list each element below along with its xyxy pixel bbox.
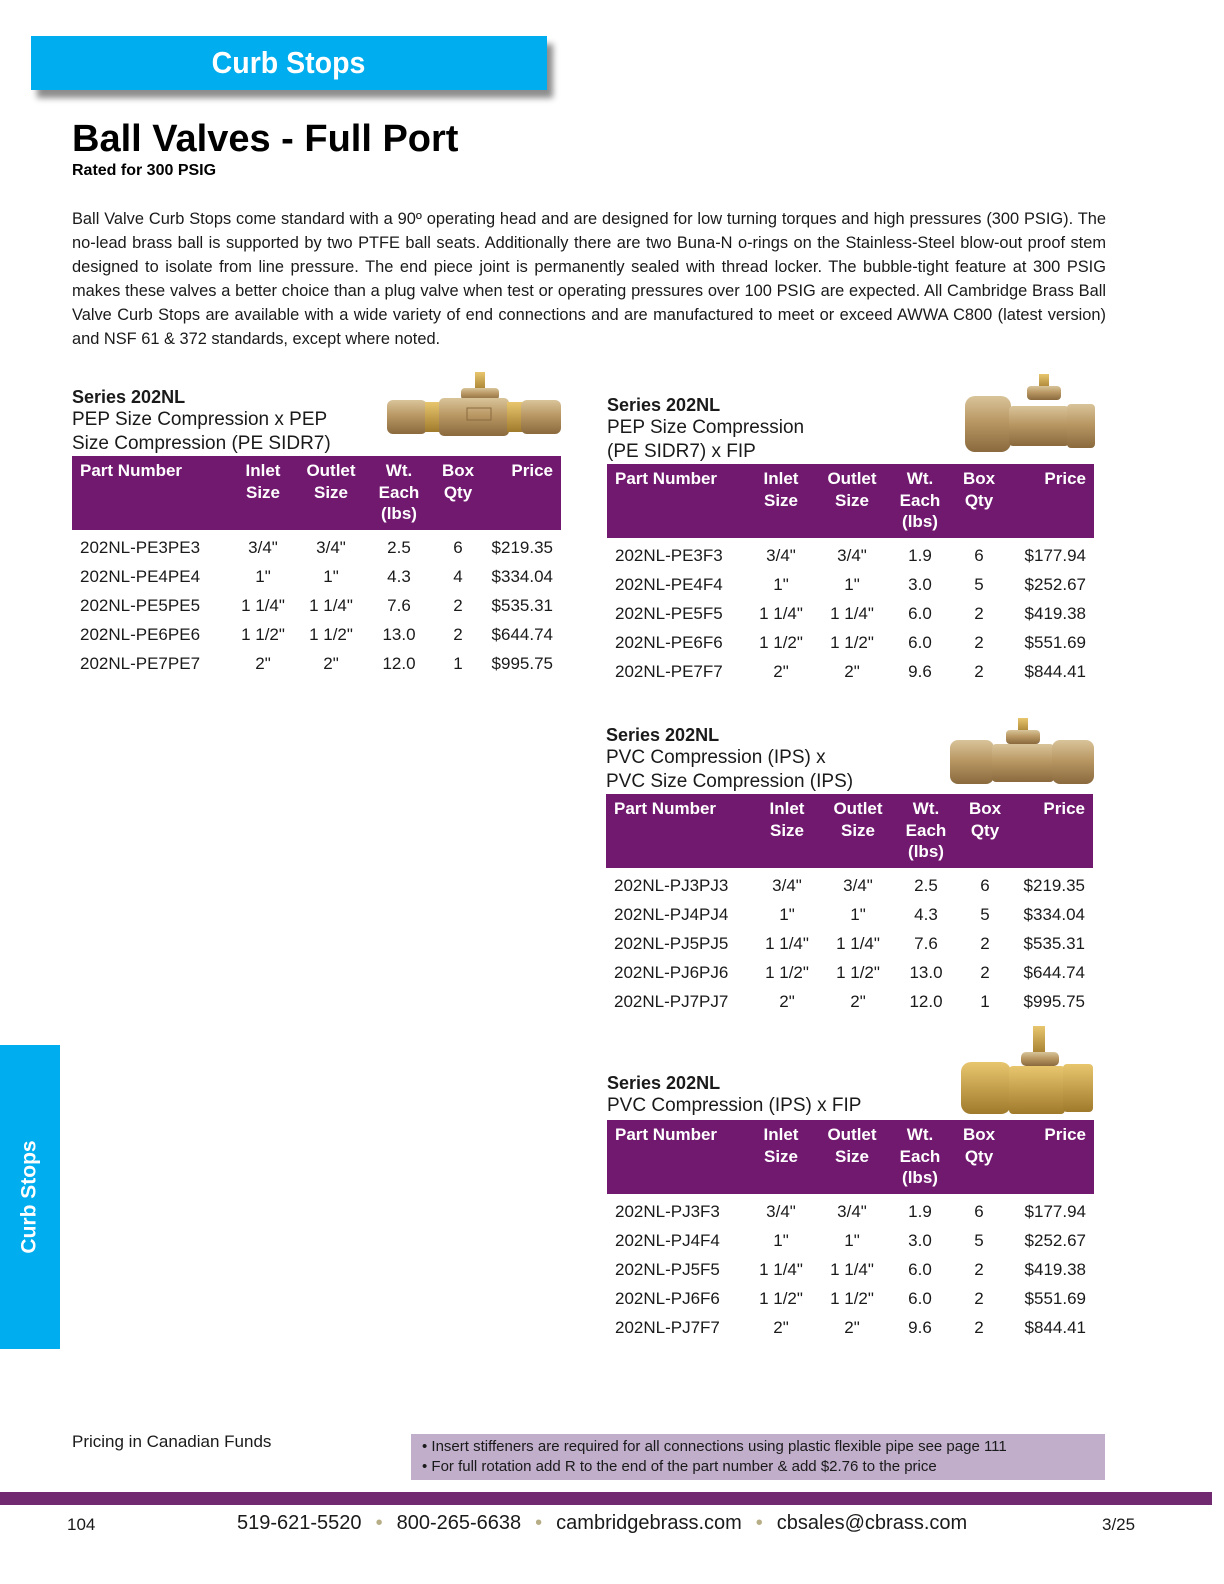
col-inlet-size: Inlet Size (230, 456, 296, 530)
table-row: 202NL-PJ7F7 2" 2" 9.6 2 $844.41 (615, 1318, 1086, 1337)
col-price: Price (1005, 1120, 1094, 1194)
table-header-row (607, 464, 1094, 538)
pricing-note: Pricing in Canadian Funds (72, 1432, 272, 1451)
table-header-row (606, 794, 1093, 868)
table-row: 202NL-PE5PE5 1 1/4" 1 1/4" 7.6 2 $535.31 (80, 596, 553, 615)
col-inlet-size: Inlet Size (745, 464, 817, 538)
col-box-qty: Box Qty (953, 1120, 1005, 1194)
connection-description: PEP Size Compression (607, 417, 805, 438)
side-section-tab (0, 1045, 60, 1349)
table-row: 202NL-PJ7PJ7 2" 2" 12.0 1 $995.75 (614, 992, 1085, 1011)
table-row: 202NL-PJ4PJ4 1" 1" 4.3 5 $334.04 (614, 905, 1085, 924)
connection-description: PVC Compression (IPS) x (606, 747, 826, 768)
col-outlet-size: Outlet Size (296, 456, 366, 530)
phone-local: 519-621-5520 (237, 1512, 362, 1534)
product-section-pe-x-fip (607, 394, 1094, 687)
footer-bar (0, 1492, 1212, 1505)
col-inlet-size: Inlet Size (752, 794, 822, 868)
table-row: 202NL-PE3PE3 3/4" 3/4" 2.5 6 $219.35 (80, 538, 553, 557)
valve-product-image (948, 718, 1096, 788)
col-weight: Wt. Each (lbs) (887, 464, 953, 538)
valve-product-image (385, 372, 561, 444)
col-part-number: Part Number (72, 456, 230, 530)
series-label: Series 202NL (607, 395, 721, 415)
table-row: 202NL-PJ6PJ6 1 1/2" 1 1/2" 13.0 2 $644.74 (614, 963, 1085, 982)
series-label: Series 202NL (606, 725, 720, 745)
col-part-number: Part Number (606, 794, 752, 868)
side-section-tab-label: Curb Stops (18, 1140, 42, 1254)
col-box-qty: Box Qty (958, 794, 1012, 868)
connection-description: (PE SIDR7) x FIP (607, 441, 756, 462)
col-price: Price (1005, 464, 1094, 538)
intro-paragraph: Ball Valve Curb Stops come standard with a 90º operating head and are designed for low turning torques and high pressures (300 PSIG). The no-lead brass ball is supported by two PTFE ball seats. Additionally there are two Buna-N o-rings on the Stainless-Steel blow-out proof stem designed to isolate from line pressure. The end piece joint is permanently sealed with thread locker. The bubble-tight feature at 300 PSIG makes these valves a better choice than a plug valve when test or operating pressures over 100 PSIG are expected. All Cambridge Brass Ball Valve Curb Stops are available with a wide variety of end connections and are manufactured to meet or exceed AWWA C800 (latest version) and NSF 61 & 372 standards, except where noted. (72, 210, 1106, 348)
page-number: 104 (67, 1515, 96, 1534)
parts-table (606, 794, 1093, 1017)
table-row: 202NL-PE4F4 1" 1" 3.0 5 $252.67 (615, 575, 1086, 594)
parts-table (607, 1120, 1094, 1343)
table-row: 202NL-PJ4F4 1" 1" 3.0 5 $252.67 (615, 1231, 1086, 1250)
col-part-number: Part Number (607, 464, 745, 538)
table-row: 202NL-PE6F6 1 1/2" 1 1/2" 6.0 2 $551.69 (615, 633, 1086, 652)
col-price: Price (484, 456, 561, 530)
table-row: 202NL-PJ3PJ3 3/4" 3/4" 2.5 6 $219.35 (614, 876, 1085, 895)
series-label: Series 202NL (72, 387, 186, 407)
separator-dot: • (755, 1512, 763, 1534)
col-outlet-size: Outlet Size (817, 464, 887, 538)
connection-description: PVC Size Compression (IPS) (606, 771, 854, 792)
valve-product-image (959, 1026, 1095, 1118)
table-row: 202NL-PJ5F5 1 1/4" 1 1/4" 6.0 2 $419.38 (615, 1260, 1086, 1279)
section-banner-title: Curb Stops (212, 45, 366, 80)
col-part-number: Part Number (607, 1120, 745, 1194)
contact-line (237, 1512, 967, 1535)
separator-dot: • (535, 1512, 543, 1534)
page-title: Ball Valves - Full Port (72, 118, 459, 160)
phone-tollfree: 800-265-6638 (396, 1512, 522, 1534)
product-section-pvc-x-pvc (606, 724, 1093, 1017)
table-row: 202NL-PE5F5 1 1/4" 1 1/4" 6.0 2 $419.38 (615, 604, 1086, 623)
col-weight: Wt. Each (lbs) (894, 794, 958, 868)
col-outlet-size: Outlet Size (817, 1120, 887, 1194)
series-label: Series 202NL (607, 1073, 721, 1093)
table-header-row (72, 456, 561, 530)
parts-table (72, 456, 561, 679)
product-section-pvc-x-fip (607, 1072, 1094, 1343)
col-weight: Wt. Each (lbs) (366, 456, 432, 530)
col-inlet-size: Inlet Size (745, 1120, 817, 1194)
notes-box (411, 1434, 1105, 1480)
table-row: 202NL-PE7PE7 2" 2" 12.0 1 $995.75 (80, 654, 553, 673)
table-header-row (607, 1120, 1094, 1194)
col-price: Price (1012, 794, 1093, 868)
table-row: 202NL-PJ6F6 1 1/2" 1 1/2" 6.0 2 $551.69 (615, 1289, 1086, 1308)
page-subtitle: Rated for 300 PSIG (72, 162, 217, 179)
table-row: 202NL-PJ5PJ5 1 1/4" 1 1/4" 7.6 2 $535.31 (614, 934, 1085, 953)
website-link[interactable]: cambridgebrass.com (556, 1512, 742, 1534)
table-row: 202NL-PJ3F3 3/4" 3/4" 1.9 6 $177.94 (615, 1202, 1086, 1221)
parts-table (607, 464, 1094, 687)
col-weight: Wt. Each (lbs) (887, 1120, 953, 1194)
connection-description: PEP Size Compression x PEP (72, 409, 328, 430)
valve-product-image (963, 374, 1097, 456)
separator-dot: • (375, 1512, 383, 1534)
col-box-qty: Box Qty (432, 456, 484, 530)
note-item: • Insert stiffeners are required for all connections using plastic flexible pipe see page 111 (422, 1438, 1007, 1455)
table-row: 202NL-PE6PE6 1 1/2" 1 1/2" 13.0 2 $644.74 (80, 625, 553, 644)
col-outlet-size: Outlet Size (822, 794, 894, 868)
col-box-qty: Box Qty (953, 464, 1005, 538)
connection-description: Size Compression (PE SIDR7) (72, 433, 331, 454)
table-row: 202NL-PE4PE4 1" 1" 4.3 4 $334.04 (80, 567, 553, 586)
date-code: 3/25 (1102, 1515, 1136, 1534)
note-item: • For full rotation add R to the end of the part number & add $2.76 to the price (422, 1457, 937, 1475)
connection-description: PVC Compression (IPS) x FIP (607, 1095, 862, 1116)
product-section-pe-x-pe (72, 386, 561, 679)
table-row: 202NL-PE7F7 2" 2" 9.6 2 $844.41 (615, 662, 1086, 681)
email-link[interactable]: cbsales@cbrass.com (776, 1512, 968, 1534)
table-row: 202NL-PE3F3 3/4" 3/4" 1.9 6 $177.94 (615, 546, 1086, 565)
section-banner (31, 36, 547, 90)
